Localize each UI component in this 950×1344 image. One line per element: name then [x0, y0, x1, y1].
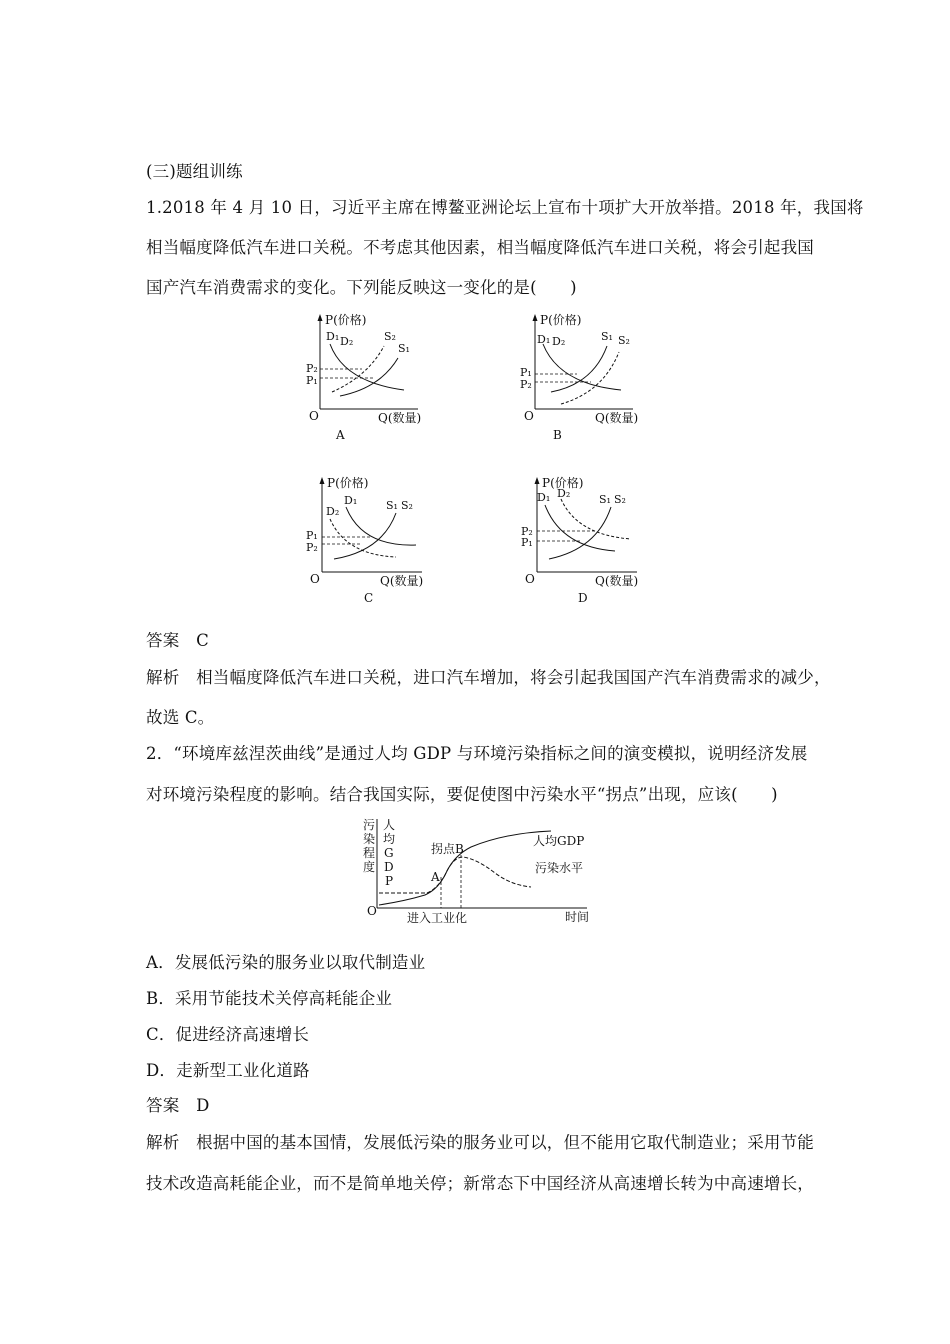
d2-label: D₂ [326, 505, 340, 518]
q2-text-line-1: 2．“环境库兹涅茨曲线”是通过人均 GDP 与环境污染指标之间的演变模拟，说明经济发展 [146, 744, 808, 763]
d1-label: D₁ [537, 491, 551, 504]
x-mark-label: 进入工业化 [407, 911, 468, 925]
s1-label: S₁ [599, 493, 611, 506]
graph-b [515, 312, 645, 424]
q1-analysis-line-1: 解析 相当幅度降低汽车进口关税，进口汽车增加，将会引起我国国产汽车消费需求的减少， [146, 668, 831, 687]
q2-option-d: D．走新型工业化道路 [146, 1061, 310, 1080]
origin-label: O [309, 409, 319, 423]
q2-analysis-line-2: 技术改造高耗能企业，而不是简单地关停；新常态下中国经济从高速增长转为中高速增长， [146, 1174, 814, 1193]
p-axis-label: P(价格) [325, 313, 367, 327]
p2-label: P₂ [306, 541, 318, 554]
p1-label: P₁ [520, 366, 532, 379]
s2-label: S₂ [384, 330, 396, 343]
p-axis-label: P(价格) [542, 476, 584, 490]
x-axis-label: 时间 [565, 910, 590, 924]
supply-curve-s1 [334, 513, 396, 559]
q2-option-a: A．发展低污染的服务业以取代制造业 [146, 953, 426, 972]
d1-label: D₁ [344, 494, 358, 507]
supply-curve-s1 [551, 346, 607, 392]
p2-label: P₂ [520, 378, 532, 391]
p2-label: P₂ [521, 525, 533, 538]
q2-option-c: C．促进经济高速增长 [146, 1025, 310, 1044]
s1-label: S₁ [386, 499, 398, 512]
q2-analysis-line-1: 解析 根据中国的基本国情，发展低污染的服务业可以，但不能用它取代制造业；采用节能 [146, 1133, 814, 1152]
kuznets-curve-figure [355, 815, 605, 925]
supply-curve-s1 [340, 358, 398, 396]
q1-text-line-1: 1.2018 年 4 月 10 日，习近平主席在博鳌亚洲论坛上宣布十项扩大开放举措。2018 年，我国将 [146, 198, 864, 217]
gdp-curve-label: 人均GDP [533, 834, 585, 848]
q1-text-line-3: 国产汽车消费需求的变化。下列能反映这一变化的是( ) [146, 278, 577, 297]
gdp-curve [379, 831, 551, 905]
s1-label: S₁ [601, 330, 613, 343]
s2-label: S₂ [618, 334, 630, 347]
q-axis-label: Q(数量) [380, 574, 424, 587]
graph-b-caption: B [553, 428, 562, 442]
p-axis-label: P(价格) [327, 476, 369, 490]
section-title: (三)题组训练 [146, 162, 243, 181]
p1-label: P₁ [521, 536, 533, 549]
demand-curve-d1 [543, 344, 621, 390]
q2-answer: 答案 D [146, 1096, 210, 1115]
y-axis-pollution-label: 污染程度 [363, 818, 376, 874]
d1-label: D₁ [537, 333, 551, 346]
q2-text-line-2: 对环境污染程度的影响。结合我国实际，要促使图中污染水平“拐点”出现，应该( ) [146, 785, 778, 804]
supply-curve-s2 [561, 352, 619, 404]
pollution-curve-label: 污染水平 [535, 861, 584, 875]
demand-curve-d1 [545, 505, 615, 551]
demand-curve-d2 [330, 519, 396, 557]
origin-label: O [525, 572, 535, 586]
q1-answer: 答案 C [146, 631, 209, 650]
s2-label: S₂ [401, 499, 413, 512]
q-axis-label: Q(数量) [595, 574, 639, 587]
p1-label: P₁ [306, 529, 318, 542]
q1-text-line-2: 相当幅度降低汽车进口关税。不考虑其他因素，相当幅度降低汽车进口关税，将会引起我国 [146, 238, 814, 257]
demand-curve-d1 [346, 507, 416, 545]
d2-label: D₂ [340, 335, 354, 348]
d2-label: D₂ [552, 335, 566, 348]
d2-label: D₂ [557, 487, 571, 500]
s1-label: S₁ [398, 342, 410, 355]
q-axis-label: Q(数量) [378, 411, 422, 424]
turning-point-label: 拐点B [431, 842, 464, 856]
p-axis-label: P(价格) [540, 313, 582, 327]
graph-d [515, 475, 655, 587]
graph-a [300, 312, 430, 424]
point-a-label: A [431, 870, 440, 884]
graph-a-caption: A [336, 428, 345, 442]
q1-analysis-line-2: 故选 C。 [146, 708, 215, 727]
d1-label: D₁ [326, 330, 340, 343]
graph-d-caption: D [578, 591, 588, 605]
graph-c [300, 475, 440, 587]
s2-label: S₂ [614, 493, 626, 506]
supply-curve-s1 [549, 507, 611, 559]
p1-label: P₁ [306, 374, 318, 387]
pollution-curve [379, 857, 531, 893]
graph-c-caption: C [364, 591, 374, 605]
q-axis-label: Q(数量) [595, 411, 639, 424]
demand-curve-d1 [330, 344, 404, 390]
origin-label: O [524, 409, 534, 423]
q2-option-b: B．采用节能技术关停高耗能企业 [146, 989, 393, 1008]
p2-label: P₂ [306, 362, 318, 375]
y-axis-gdp-label: 人均 G D P [383, 818, 396, 888]
origin-label: O [310, 572, 320, 586]
origin-label: O [367, 904, 377, 918]
